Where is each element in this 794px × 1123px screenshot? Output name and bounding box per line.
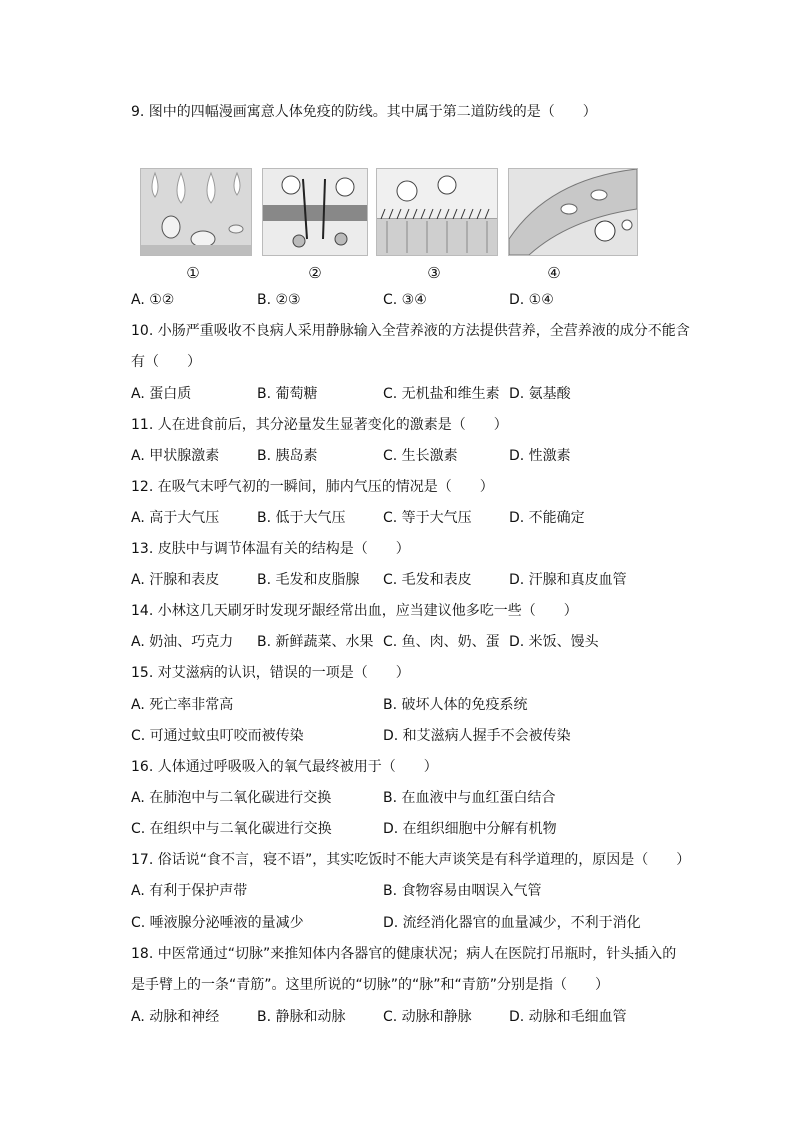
q10-stem: 10. 小肠严重吸收不良病人采用静脉输入全营养液的方法提供营养，全营养液的成分不能含 [131,323,690,339]
picture-1 [140,168,252,256]
q14-stem: 14. 小林这几天刷牙时发现牙龈经常出血，应当建议他多吃一些（ ） [131,603,578,619]
q13-option-c: C. 毛发和表皮 [383,572,472,588]
q9-option-d: D. ①④ [509,292,554,308]
q11-option-a: A. 甲状腺激素 [131,448,220,464]
q15-option-a: A. 死亡率非常高 [131,697,234,713]
q13-option-d: D. 汗腺和真皮血管 [509,572,627,588]
q10-stem-2: 有（ ） [131,354,201,370]
q12-stem: 12. 在吸气末呼气初的一瞬间，肺内气压的情况是（ ） [131,479,494,495]
q12-option-a: A. 高于大气压 [131,510,220,526]
q11-option-b: B. 胰岛素 [257,448,318,464]
q18-option-c: C. 动脉和静脉 [383,1009,472,1025]
q16-stem: 16. 人体通过呼吸吸入的氧气最终被用于（ ） [131,759,438,775]
q18-option-a: A. 动脉和神经 [131,1009,220,1025]
q17-stem: 17. 俗话说“食不言，寝不语”，其实吃饭时不能大声谈笑是有科学道理的，原因是（ ） [131,852,691,868]
q13-option-b: B. 毛发和皮脂腺 [257,572,360,588]
q18-option-b: B. 静脉和动脉 [257,1009,346,1025]
q15-stem: 15. 对艾滋病的认识，错误的一项是（ ） [131,665,410,681]
picture-label-3: ③ [427,264,441,282]
q10-option-c: C. 无机盐和维生素 [383,386,500,402]
picture-4 [508,168,638,256]
q14-option-c: C. 鱼、肉、奶、蛋 [383,634,500,650]
q9-option-a: A. ①② [131,292,175,308]
q10-option-b: B. 葡萄糖 [257,386,318,402]
q10-option-a: A. 蛋白质 [131,386,192,402]
q17-option-b: B. 食物容易由咽误入气管 [383,883,542,899]
q18-option-d: D. 动脉和毛细血管 [509,1009,627,1025]
picture-3 [376,168,498,256]
picture-label-2: ② [308,264,322,282]
q15-option-b: B. 破坏人体的免疫系统 [383,697,528,713]
q17-option-c: C. 唾液腺分泌唾液的量减少 [131,915,304,931]
q11-stem: 11. 人在进食前后，其分泌量发生显著变化的激素是（ ） [131,417,508,433]
q18-stem-2: 是手臂上的一条“青筋”。这里所说的“切脉”的“脉”和“青筋”分别是指（ ） [131,977,610,993]
q9-option-b: B. ②③ [257,292,301,308]
q12-option-c: C. 等于大气压 [383,510,472,526]
q12-option-d: D. 不能确定 [509,510,585,526]
q16-option-a: A. 在肺泡中与二氧化碳进行交换 [131,790,332,806]
q13-option-a: A. 汗腺和表皮 [131,572,220,588]
q14-option-b: B. 新鲜蔬菜、水果 [257,634,374,650]
picture-label-1: ① [186,264,200,282]
q16-option-b: B. 在血液中与血红蛋白结合 [383,790,556,806]
q11-option-d: D. 性激素 [509,448,571,464]
q12-option-b: B. 低于大气压 [257,510,346,526]
q15-option-d: D. 和艾滋病人握手不会被传染 [383,728,571,744]
q14-option-a: A. 奶油、巧克力 [131,634,234,650]
q18-stem: 18. 中医常通过“切脉”来推知体内各器官的健康状况；病人在医院打吊瓶时，针头插入的 [131,946,677,962]
picture-label-4: ④ [547,264,561,282]
q11-option-c: C. 生长激素 [383,448,458,464]
picture-2 [262,168,368,256]
q16-option-d: D. 在组织细胞中分解有机物 [383,821,557,837]
q10-option-d: D. 氨基酸 [509,386,571,402]
q17-option-a: A. 有利于保护声带 [131,883,248,899]
q16-option-c: C. 在组织中与二氧化碳进行交换 [131,821,332,837]
q9-stem: 9. 图中的四幅漫画寓意人体免疫的防线。其中属于第二道防线的是（ ） [131,104,597,120]
q15-option-c: C. 可通过蚊虫叮咬而被传染 [131,728,304,744]
q9-option-c: C. ③④ [383,292,427,308]
q13-stem: 13. 皮肤中与调节体温有关的结构是（ ） [131,541,410,557]
q17-option-d: D. 流经消化器官的血量减少，不利于消化 [383,915,641,931]
q14-option-d: D. 米饭、馒头 [509,634,599,650]
